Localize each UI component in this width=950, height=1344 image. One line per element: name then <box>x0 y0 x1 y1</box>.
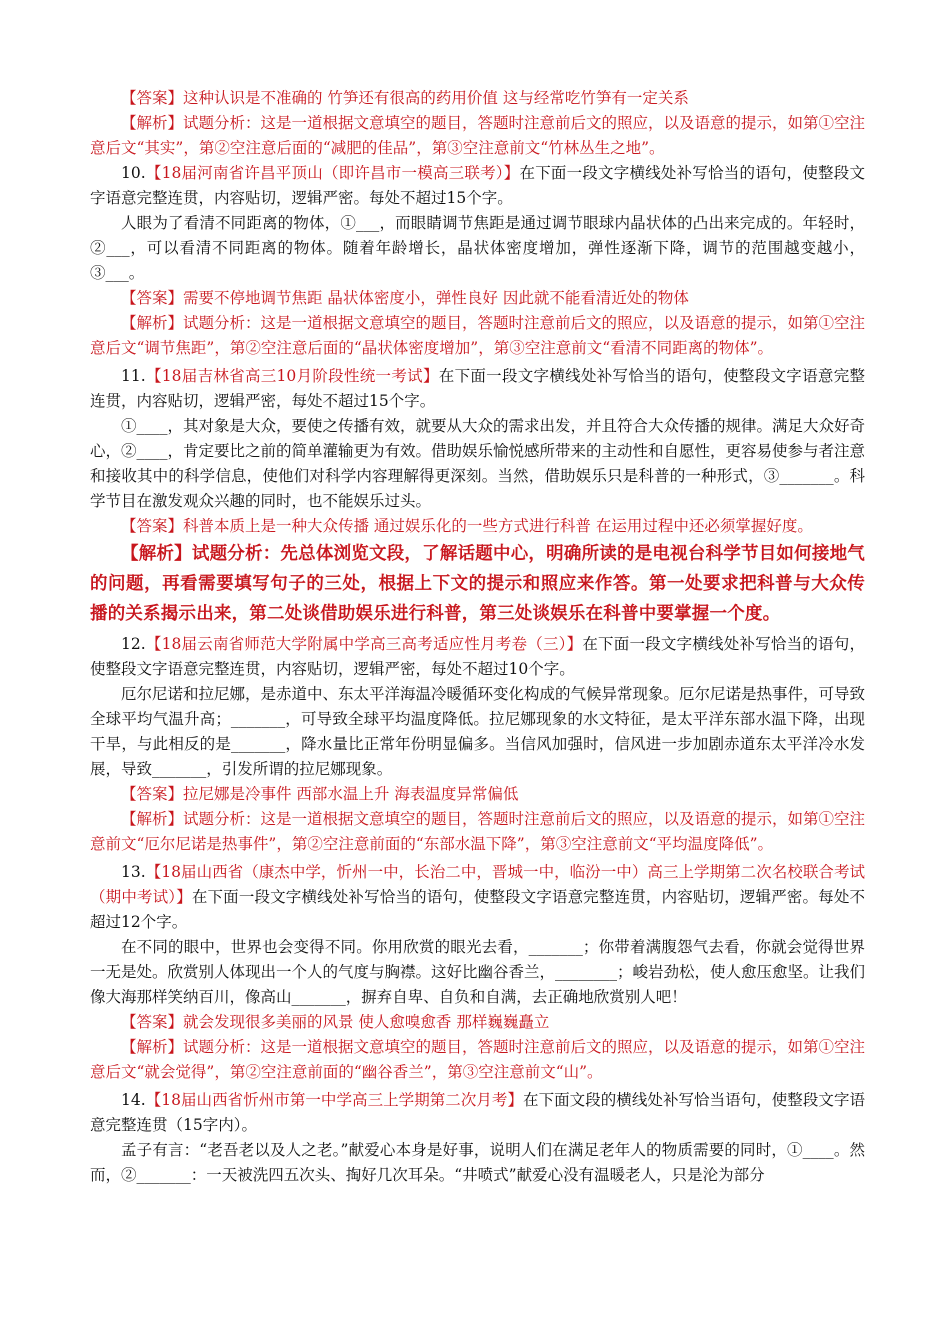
question-10-passage: 人眼为了看清不同距离的物体，①___，而眼睛调节焦距是通过调节眼球内晶状体的凸出来完成的。年轻时，②___，可以看清不同距离的物体。随着年龄增长，晶状体密度增加，弹性逐渐下降，调节的范围越变越小，③___。 <box>90 214 865 282</box>
question-13 <box>90 860 865 935</box>
question-10-answer: 【答案】需要不停地调节焦距 晶状体密度小，弹性良好 因此就不能看清近处的物体 <box>121 289 689 307</box>
document-page <box>90 86 865 1188</box>
question-14-passage: 孟子有言：“老吾老以及人之老。”献爱心本身是好事，说明人们在满足老年人的物质需要的同时，①____。然而，②_______：一天被洗四五次头、掏好几次耳朵。“井喷式”献爱心没有温暖老人，只是沦为部分 <box>90 1141 865 1184</box>
question-source: 【18届河南省许昌平顶山（即许昌市一模高三联考）】 <box>145 164 520 182</box>
question-11-passage: ①____，其对象是大众，要使之传播有效，就要从大众的需求出发，并且符合大众传播的规律。满足大众好奇心，②____，肯定要比之前的简单灌输更为有效。借助娱乐愉悦感所带来的主动性和自愿性，更容易使参与者注意和接收其中的科学信息，使他们对科学内容理解得更深刻。当然，借助娱乐只是科普的一种形式，③_______。科学节目在激发观众兴趣的同时，也不能娱乐过头。 <box>90 417 866 510</box>
question-10 <box>90 161 865 211</box>
question-10-analysis: 【解析】试题分析：这是一道根据文意填空的题目，答题时注意前后文的照应，以及语意的提示，如第①空注意后文“调节焦距”，第②空注意后面的“晶状体密度增加”，第③空注意前文“看清不同距离的物体”。 <box>90 314 866 357</box>
question-number: 11. <box>121 367 146 385</box>
question-12-passage: 厄尔尼诺和拉尼娜，是赤道中、东太平洋海温冷暖循环变化构成的气候异常现象。厄尔尼诺是热事件，可导致全球平均气温升高；_______，可导致全球平均温度降低。拉尼娜现象的水文特征，是太平洋东部水温下降，出现干旱，与此相反的是_______，降水量比正常年份明显偏多。当信风加强时，信风进一步加剧赤道东太平洋冷水发展，导致_______，引发所谓的拉尼娜现象。 <box>90 685 866 778</box>
question-instruction: 在下面一段文字横线处补写恰当的语句，使整段文字语意完整连贯，内容贴切，逻辑严密。每处不超过12个字。 <box>90 888 865 931</box>
question-instruction: 在下面文段的横线处补写恰当语句，使整段文字语意完整连贯（15字内）。 <box>90 1091 865 1134</box>
question-14 <box>90 1088 865 1138</box>
top-answer: 【答案】这种认识是不准确的 竹笋还有很高的药用价值 这与经常吃竹笋有一定关系 <box>121 89 689 107</box>
question-11-analysis: 【解析】试题分析：先总体浏览文段，了解话题中心，明确所读的是电视台科学节目如何接地气的问题，再看需要填写句子的三处，根据上下文的提示和照应来作答。第一处要求把科普与大众传播的关系揭示出来，第二处谈借助娱乐进行科普，第三处谈娱乐在科普中要掌握一个度。 <box>90 544 865 624</box>
question-instruction: 在下面一段文字横线处补写恰当的语句，使整段文字语意完整连贯，内容贴切，逻辑严密，每处不超过15个字。 <box>90 367 865 410</box>
question-12 <box>90 632 865 682</box>
question-source: 【18届山西省忻州市第一中学高三上学期第二次月考】 <box>145 1091 524 1109</box>
question-instruction: 在下面一段文字横线处补写恰当的语句，使整段文字语意完整连贯，内容贴切，逻辑严密。每处不超过15个字。 <box>90 164 865 207</box>
question-12-analysis: 【解析】试题分析：这是一道根据文意填空的题目，答题时注意前后文的照应，以及语意的提示，如第①空注意前文“厄尔尼诺是热事件”，第②空注意前面的“东部水温下降”，第③空注意前文“平均温度降低”。 <box>90 810 866 853</box>
question-13-passage: 在不同的眼中，世界也会变得不同。你用欣赏的眼光去看，_______；你带着满腹怨气去看，你就会觉得世界一无是处。欣赏别人体现出一个人的气度与胸襟。这好比幽谷香兰，________；峻岩劲松，使人愈压愈坚。让我们像大海那样笑纳百川，像高山_______，摒弃自卑、自负和自满，去正确地欣赏别人吧！ <box>90 938 866 1006</box>
question-13-answer: 【答案】就会发现很多美丽的风景 使人愈嗅愈香 那样巍巍矗立 <box>121 1013 550 1031</box>
question-13-analysis: 【解析】试题分析：这是一道根据文意填空的题目，答题时注意前后文的照应，以及语意的提示，如第①空注意后文“就会觉得”，第②空注意前面的“幽谷香兰”，第③空注意前文“山”。 <box>90 1038 866 1081</box>
question-number: 12. <box>121 635 146 653</box>
question-11 <box>90 364 865 414</box>
question-source: 【18届云南省师范大学附属中学高三高考适应性月考卷（三）】 <box>145 635 583 653</box>
question-number: 14. <box>121 1091 146 1109</box>
question-number: 10. <box>121 164 146 182</box>
question-source: 【18届山西省（康杰中学，忻州一中，长治二中，晋城一中，临汾一中）高三上学期第二次名校联合考试（期中考试）】 <box>90 863 865 906</box>
top-analysis: 【解析】试题分析：这是一道根据文意填空的题目，答题时注意前后文的照应，以及语意的提示，如第①空注意后文“其实”，第②空注意后面的“减肥的佳品”，第③空注意前文“竹林丛生之地”。 <box>90 114 866 157</box>
question-12-answer: 【答案】拉尼娜是冷事件 西部水温上升 海表温度异常偏低 <box>121 785 519 803</box>
question-number: 13. <box>121 863 146 881</box>
question-source: 【18届吉林省高三10月阶段性统一考试】 <box>145 367 439 385</box>
question-instruction: 在下面一段文字横线处补写恰当的语句，使整段文字语意完整连贯，内容贴切，逻辑严密，每处不超过10个字。 <box>90 635 865 678</box>
question-11-answer: 【答案】科普本质上是一种大众传播 通过娱乐化的一些方式进行科普 在运用过程中还必须掌握好度。 <box>121 517 813 535</box>
